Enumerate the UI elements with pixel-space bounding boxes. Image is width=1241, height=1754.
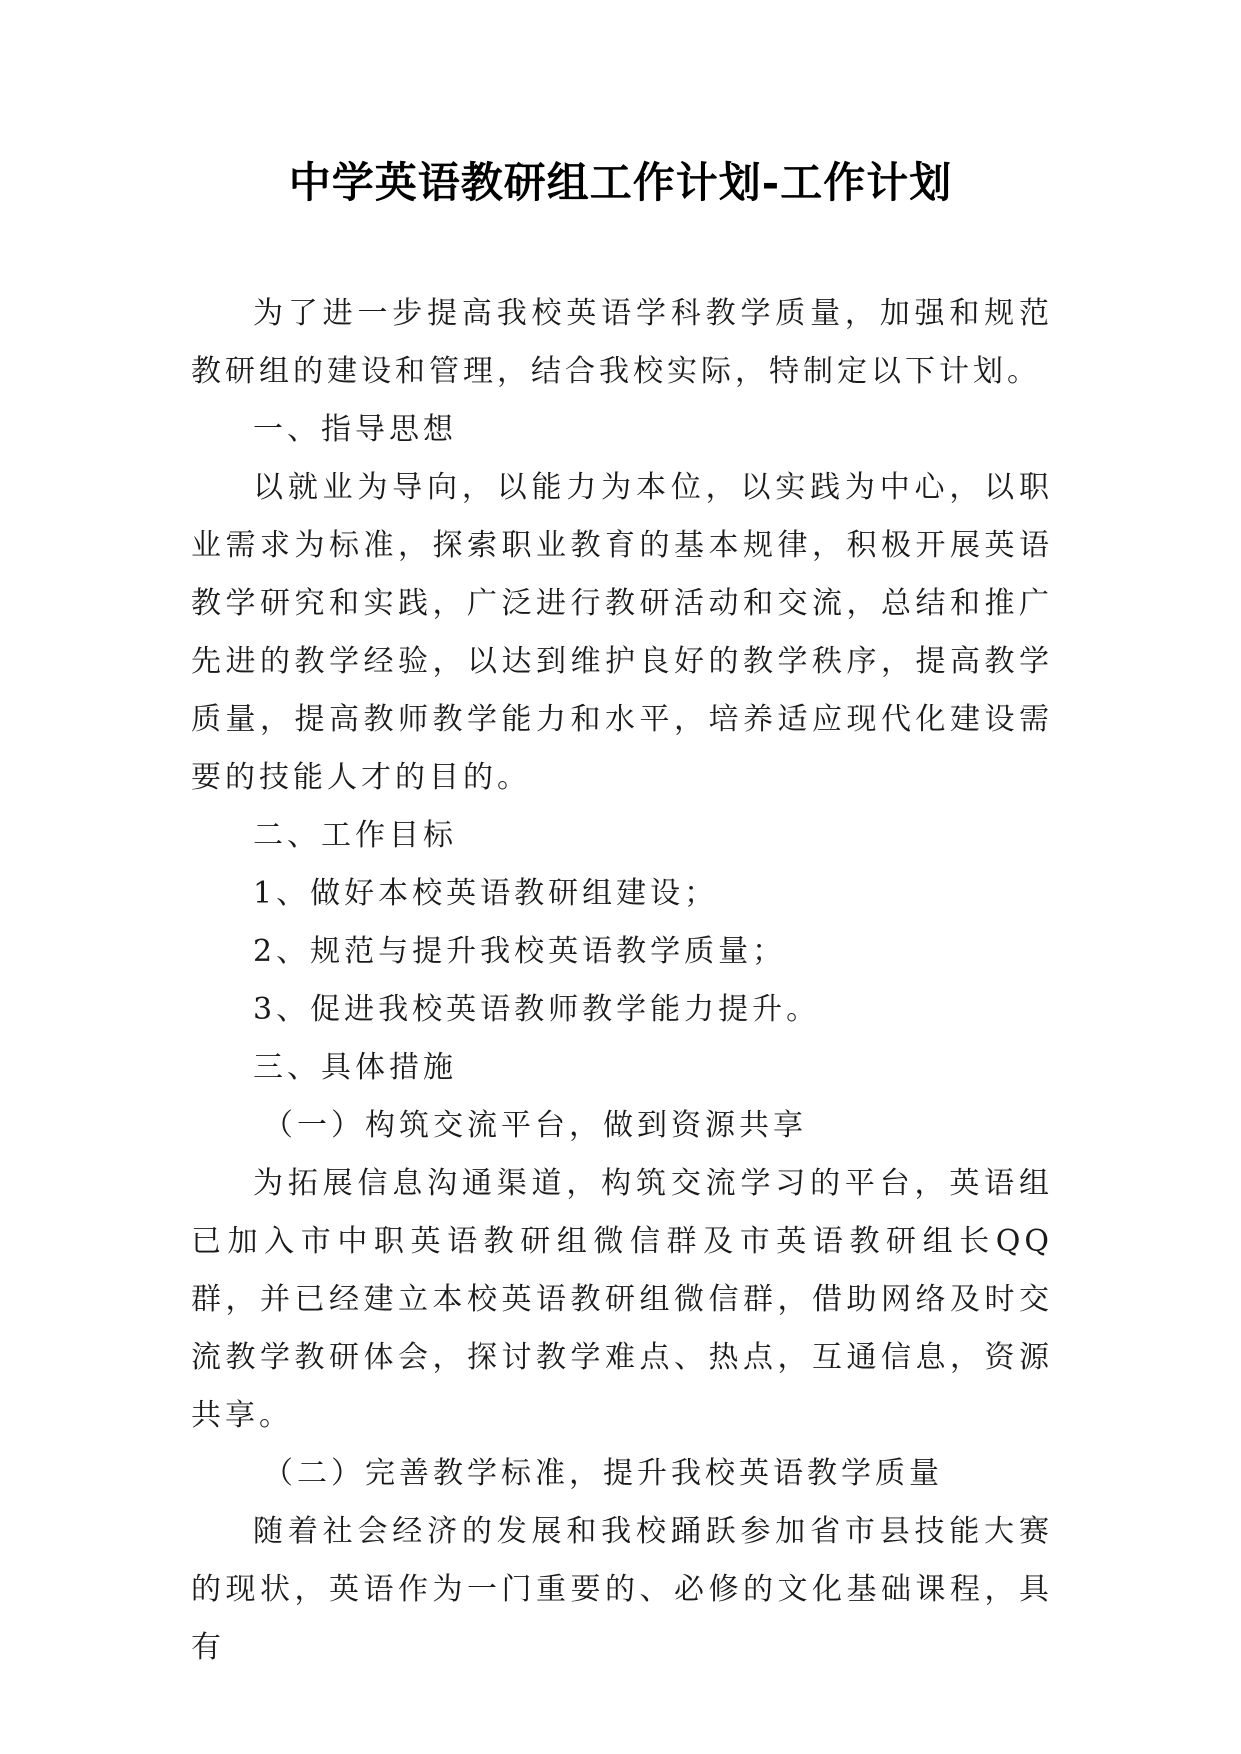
section-heading-measures: 三、具体措施: [253, 1050, 457, 1085]
subsection-2-paragraph: 随着社会经济的发展和我校踊跃参加省市县技能大赛的现状，英语作为一门重要的、必修的文化基础课程，具有: [191, 1514, 1053, 1665]
document-body: [191, 285, 1053, 1677]
guiding-ideology-paragraph: 以就业为导向，以能力为本位，以实践为中心，以职业需求为标准，探索职业教育的基本规律，积极开展英语教学研究和实践，广泛进行教研活动和交流，总结和推广先进的教学经验，以达到维护良好的教学秩序，提高教学质量，提高教师教学能力和水平，培养适应现代化建设需要的技能人才的目的。: [191, 470, 1053, 795]
subsection-heading-2: （二）完善教学标准，提升我校英语教学质量: [263, 1456, 943, 1491]
goal-item-3: 3、促进我校英语教师教学能力提升。: [253, 992, 821, 1027]
goal-item-1: 1、做好本校英语教研组建设；: [253, 876, 719, 911]
intro-paragraph: 为了进一步提高我校英语学科教学质量，加强和规范教研组的建设和管理，结合我校实际，特制定以下计划。: [191, 296, 1053, 389]
subsection-1-paragraph: 为拓展信息沟通渠道，构筑交流学习的平台，英语组已加入市中职英语教研组微信群及市英语教研组长QQ群，并已经建立本校英语教研组微信群，借助网络及时交流教学教研体会，探讨教学难点、热点，互通信息，资源共享。: [191, 1166, 1053, 1433]
section-heading-work-goals: 二、工作目标: [253, 818, 457, 853]
section-heading-guiding-ideology: 一、指导思想: [253, 412, 457, 447]
subsection-heading-1: （一）构筑交流平台，做到资源共享: [263, 1108, 807, 1143]
document-title: 中学英语教研组工作计划-工作计划: [288, 158, 953, 207]
goal-item-2: 2、规范与提升我校英语教学质量；: [253, 934, 787, 969]
